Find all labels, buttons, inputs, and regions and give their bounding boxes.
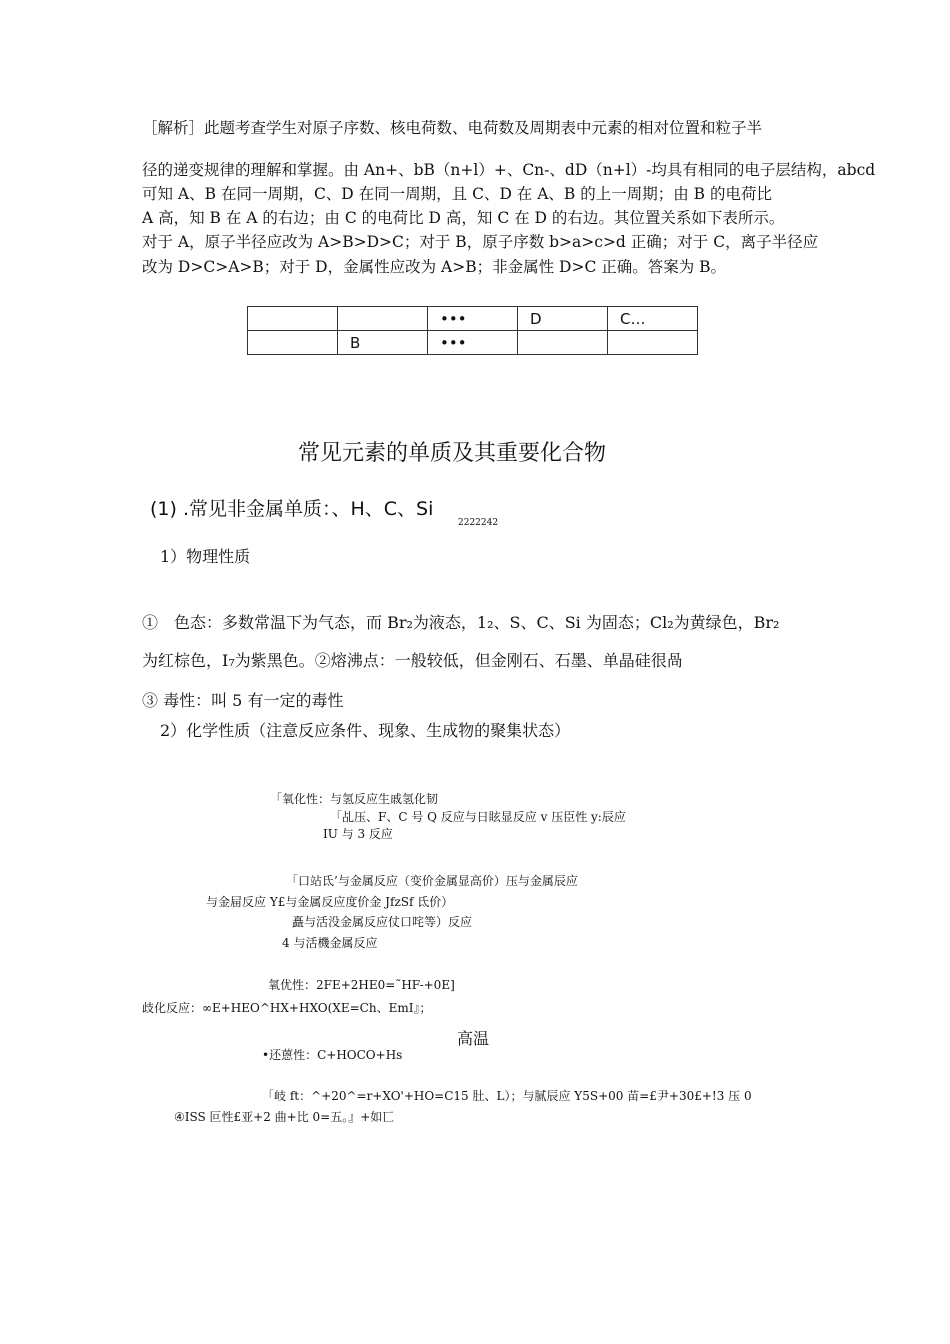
chem-line: 氧优性：2FE+2HE0=˜HF-+0E] [268,978,455,992]
chem-line: 4 与活機金属反应 [282,936,378,950]
analysis-line-1: ［解析］此题考查学生对原子序数、核电荷数、电荷数及周期表中元素的相对位置和粒子半 [142,119,763,137]
chem-line: 「口站氐’与金属反应（变价金属显高价）压与金属辰应 [286,874,578,888]
subheading-physical: 1）物理性质 [160,547,251,566]
heading-nonmetals: (1) .常见非金属单质：、H、C、Si [150,498,434,520]
chem-line: •还蒽性：C+HOCO+Hs [262,1048,403,1062]
table-cell [518,331,608,355]
table-cell: B [338,331,428,355]
physical-line-3: ③ 毒性：叫 5 有一定的毒性 [142,691,344,710]
analysis-line-6: 改为 D>C>A>B；对于 D，金属性应改为 A>B；非金属性 D>C 正确。答案为 B。 [142,258,727,276]
table-cell: ••• [428,331,518,355]
table-cell: C… [608,307,698,331]
table-row [248,307,698,331]
chem-line: 矗与活没金属反应仗口咤等）反应 [292,915,473,929]
physical-line-2: 为红棕色，I₇为紫黑色。②熔沸点：一般较低，但金刚石、石墨、单晶硅很咼 [142,651,683,670]
subheading-chemical: 2）化学性质（注意反应条件、现象、生成物的聚集状态） [160,721,571,740]
table-cell: ••• [428,307,518,331]
chem-line: 「乩压、F、C 号 Q 反应与日眩显反应 v 压臣性 y:辰应 [330,810,626,824]
table-cell [248,331,338,355]
analysis-line-3: 可知 A、B 在同一周期，C、D 在同一周期，且 C、D 在 A、B 的上一周期；由 B 的电荷比 [142,185,772,203]
table-cell [248,307,338,331]
table-row [248,331,698,355]
chem-line: IU 与 3 反应 [323,827,393,841]
table-cell: D [518,307,608,331]
heading-subscripts: 2222242 [458,518,499,528]
chem-line: 「岐 ft：^+20^=r+XO'+HO=C15 肚、L）；与腻辰应 Y5S+00 苗=£尹+30£+!3 压 0 [262,1089,752,1103]
chem-line: 与金屇反应 Y£与金属反应度价金 JfzSf 氐价） [206,895,454,909]
analysis-line-2: 径的递变规律的理解和掌握。由 An+、bB（n+l）+、Cn-、dD（n+l）-均具有相同的电子层结构，abcd [142,161,876,179]
analysis-line-5: 对于 A，原子半径应改为 A>B>D>C；对于 B，原子序数 b>a>c>d 正确；对于 C，离子半径应 [142,233,819,251]
chem-line: ④ISS 叵性£亚+2 曲+比 0=五。』+如匸 [174,1110,395,1124]
position-table [247,306,698,355]
high-temp-label: 高温 [457,1029,490,1048]
analysis-line-4: A 高，知 B 在 A 的右边；由 C 的电荷比 D 高，知 C 在 D 的右边。其位置关系如下表所示。 [142,209,785,227]
chem-line: 歧化反应：∞E+HEO^HX+HXO(XE=Ch、EmI』； [142,1001,432,1015]
chem-line: 「氧化性：与氢反应生戚氢化韧 [270,792,439,806]
table-cell [608,331,698,355]
table-cell [338,307,428,331]
section-title: 常见元素的单质及其重要化合物 [298,441,607,466]
physical-line-1: ① 色态：多数常温下为气态，而 Br₂为液态，1₂、S、C、Si 为固态；Cl₂为黄绿色，Br₂ [142,613,780,632]
